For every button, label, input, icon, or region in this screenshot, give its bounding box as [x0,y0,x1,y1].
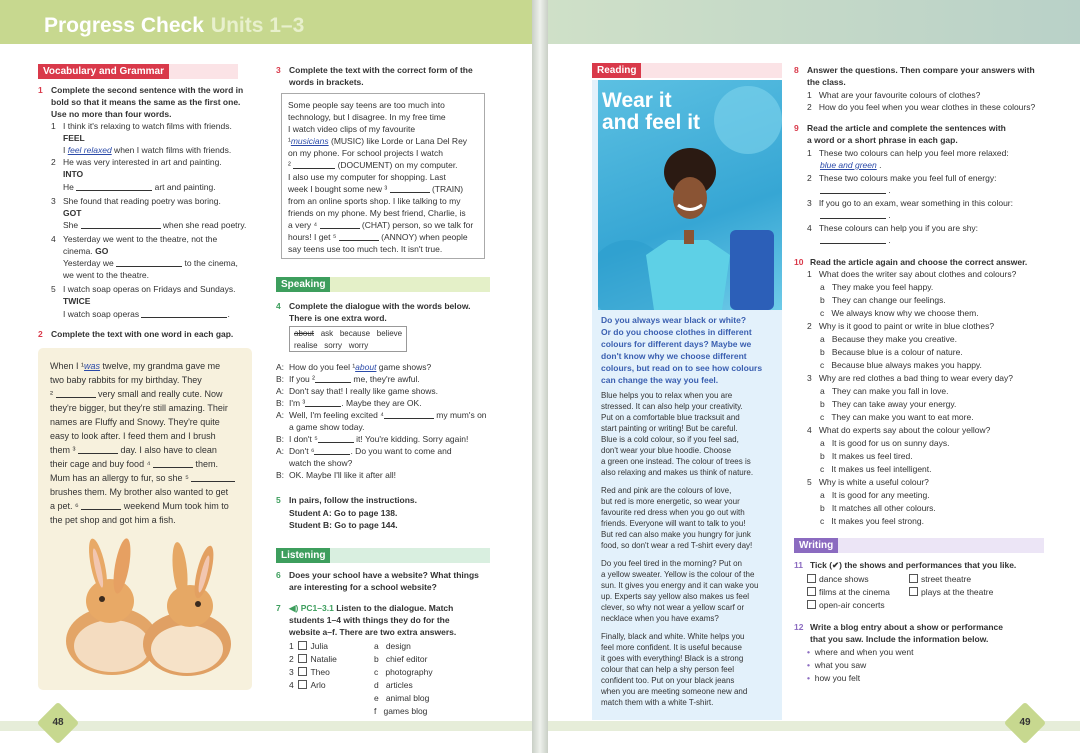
dialogue-line[interactable]: Well, I'm feeling excited ⁴ my mum's on [289,410,487,420]
dialogue-line: a game show today. [289,422,365,432]
q10-option[interactable]: c We always know why we choose them. [820,308,979,318]
q3-line[interactable]: hours! I get ⁵ (ANNOY) when people [288,232,468,242]
q10-option[interactable]: c It makes you feel strong. [820,516,924,526]
answer-box[interactable] [298,667,307,676]
q10-question: 2 Why is it good to paint or write in blue clothes? [807,321,995,331]
footer-line [0,721,532,731]
q9-instruction-2: a word or a short phrase in each gap. [807,135,958,145]
footer-line [548,721,1080,731]
q7-option: a design [374,641,411,651]
q7-instruction-1: ◀) PC1–3.1 Listen to the dialogue. Match [289,603,454,613]
q1-item-number: 5 [51,284,56,294]
q12-bullet: • how you felt [807,673,861,683]
q1-keyword: TWICE [63,296,91,306]
q2-number: 2 [38,329,43,339]
q9-instruction-1: Read the article and complete the sentences with [807,123,1006,133]
q10-option[interactable]: c Because blue always makes you happy. [820,360,982,370]
article-intro-line: don't know why we choose different [601,351,747,361]
article-para-2: Red and pink are the colours of love, but red is more energetic, so wear your favourite red dress when you go out with friends. Everyone will want to talk to you! But red can also make you hungry for junk food, so don't wear a red T-shirt every day! [601,486,753,550]
q11-option[interactable]: films at the cinema [807,586,890,598]
header-bar [0,0,532,44]
q3-line: friends on my phone. My best friend, Charlie, is [288,208,466,218]
tick-box[interactable] [909,574,918,583]
q1-item-gapline[interactable]: I watch soap operas . [63,309,230,319]
dialogue-line[interactable]: I don't ⁵ it! You're kidding. Sorry again! [289,434,469,444]
q9-gapline[interactable]: . [820,209,891,221]
tick-box[interactable] [807,574,816,583]
q3-line: on my phone. For school projects I watch [288,148,443,158]
q4-instruction-2: There is one extra word. [289,313,387,323]
q2-instruction: Complete the text with one word in each gap. [51,329,234,339]
dialogue-line: OK. Maybe I'll like it after all! [289,470,396,480]
q2-line: easy to look after. I feed them and I brush [50,431,216,441]
q10-question: 4 What do experts say about the colour yellow? [807,425,991,435]
q7-option: c photography [374,667,433,677]
answer-box[interactable] [298,641,307,650]
q2-line[interactable]: them ³ day. I also have to clean [50,445,217,455]
dialogue-line[interactable]: Don't ⁶ . Do you want to come and [289,446,452,456]
tick-box[interactable] [807,600,816,609]
q4-instruction-1: Complete the dialogue with the words below. [289,301,471,311]
q6-instruction-2: are interesting for a school website? [289,582,437,592]
q9-gapline[interactable]: . [820,234,891,246]
right-page [548,0,1080,753]
q2-line: names are Fluffy and Snowy. They're quite [50,417,220,427]
q3-line: from an online sports shop. I like talking to my [288,196,461,206]
q1-item-gapline-2: we went to the theatre. [63,270,149,280]
q7-instruction-3: website a–f. There are two extra answers. [289,627,457,637]
q1-instruction-3: Use no more than four words. [51,109,172,119]
dialogue-speaker: B: [276,398,285,408]
q11-option[interactable]: open-air concerts [807,599,885,611]
q3-line[interactable]: ² (DOCUMENT) on my computer. [288,160,458,170]
q2-line[interactable]: a pet. ⁶ weekend Mum took him to [50,501,229,511]
tick-box[interactable] [909,587,918,596]
q7-option: d articles [374,680,413,690]
q9-item: 1 These two colours can help you feel more relaxed: [807,148,1009,158]
left-page [0,0,532,753]
article-intro-line: colours, but read on to see how colours [601,363,763,373]
header-bar [548,0,1080,44]
q3-line[interactable]: a very ⁴ (CHAT) person, so we talk for [288,220,474,230]
q7-student-row[interactable]: 3 Theo [289,667,330,677]
q10-option[interactable]: c They can make you want to eat more. [820,412,974,422]
q2-line[interactable]: ² very small and really cute. Now [50,389,223,399]
q7-option: f games blog [374,706,428,716]
q10-option[interactable]: c It makes us feel intelligent. [820,464,932,474]
q9-answer: blue and green . [820,160,882,170]
q1-keyword: INTO [63,169,84,179]
dialogue-line[interactable]: I'm ³ . Maybe they are OK. [289,398,422,408]
dialogue-speaker: A: [276,362,285,372]
article-para-3: Do you feel tired in the morning? Put on a yellow sweater. Yellow is the colour of the sun. It gives you energy and it can wake you up. Experts say yellow also makes us feel clever, so why not wear a yellow scarf or necklace when you have exams? [601,559,759,623]
dialogue-speaker: A: [276,386,285,396]
q1-keyword: FEEL [63,133,85,143]
q10-question: 1 What does the writer say about clothes and colours? [807,269,1017,279]
q11-number: 11 [794,560,803,570]
article-intro-line: Do you always wear black or white? [601,315,747,325]
answer-box[interactable] [298,680,307,689]
q3-line: ¹musicians (MUSIC) like Lorde or Lana Del Rey [288,136,468,146]
q4-number: 4 [276,301,281,311]
q12-instruction-2: that you saw. Include the information below. [810,634,989,644]
answer-box[interactable] [298,654,307,663]
q7-student-row[interactable]: 2 Natalie [289,654,337,664]
audio-icon: ◀) [289,603,299,613]
q12-bullet: • what you saw [807,660,867,670]
dialogue-speaker: B: [276,470,285,480]
q8-item: 1 What are your favourite colours of clothes? [807,90,981,100]
q9-gapline[interactable]: . [820,184,891,196]
q10-option[interactable]: a They make you feel happy. [820,282,934,292]
q10-option[interactable]: b It makes us feel tired. [820,451,913,461]
dialogue-speaker: A: [276,446,285,456]
q12-number: 12 [794,622,804,632]
q9-item: 4 These colours can help you if you are shy: [807,223,979,233]
q1-instruction-2: bold so that it means the same as the first one. [51,97,241,107]
q10-instruction: Read the article again and choose the correct answer. [810,257,1028,267]
q3-line: say teens use too much tech. It isn't true. [288,244,443,254]
q3-instruction-1: Complete the text with the correct form of the [289,65,473,75]
q1-item-sentence: I think it's relaxing to watch films with friends. [63,121,232,131]
q10-option[interactable]: a Because they make you creative. [820,334,958,344]
q2-line: brushes them. My brother also wanted to get [50,487,229,497]
q8-instruction-2: the class. [807,77,846,87]
q5-number: 5 [276,495,281,505]
q10-option[interactable]: a It is good for us on sunny days. [820,438,950,448]
page-number-badge: 48 [37,702,79,744]
q7-option: b chief editor [374,654,428,664]
q3-line: Some people say teens are too much into [288,100,445,110]
article-intro-line: can change the way you feel. [601,375,719,385]
q3-line: I also use my computer for shopping. Last [288,172,446,182]
q4-words-row-1: about ask because believe [294,329,403,338]
q10-question: 3 Why are red clothes a bad thing to wear every day? [807,373,1014,383]
article-title: Wear it and feel it [602,89,701,134]
q1-keyword: GOT [63,208,82,218]
q9-number: 9 [794,123,799,133]
dialogue-line: watch the show? [289,458,353,468]
dialogue-line[interactable]: If you ² me, they're awful. [289,374,420,384]
q1-item-gapline[interactable]: She when she read poetry. [63,220,247,230]
q2-line: the pet shop and got him a fish. [50,515,176,525]
q10-option[interactable]: b Because blue is a colour of nature. [820,347,963,357]
dialogue-speaker: A: [276,410,285,420]
q1-item-gapline[interactable]: Yesterday we to the cinema, [63,258,238,268]
q11-option[interactable]: dance shows [807,573,869,585]
q7-student-row[interactable]: 4 Arlo [289,680,326,690]
q2-line: When I ¹was twelve, my grandma gave me [50,361,221,371]
q1-item-number: 1 [51,121,56,131]
q5-student-a: Student A: Go to page 138. [289,508,398,518]
q1-number: 1 [38,85,43,95]
section-vocab-label: Vocabulary and Grammar [38,64,169,79]
article-para-1: Blue helps you to relax when you are stressed. It can also help your creativity. Put on a comfortable blue tracksuit and start painting or writing! But be careful. Blue is a cold colour, so if you feel sad, don't wear your blue hoodie. Choose a green one instead. The colour of trees is also relaxing and makes us think of nature. [601,391,754,477]
q2-line: they're bigger, but they're still amazing. Their [50,403,228,413]
dialogue-speaker: B: [276,374,285,384]
q1-item-sentence: Yesterday we went to the theatre, not the [63,234,218,244]
q1-item-sentence-2: cinema. GO [63,246,109,256]
dialogue-line: Don't say that! I really like game shows. [289,386,439,396]
q6-number: 6 [276,570,281,580]
q9-item: 2 These two colours make you feel full of energy: [807,173,997,183]
q12-instruction-1: Write a blog entry about a show or performance [810,622,1004,632]
q1-item-sentence: I watch soap operas on Fridays and Sundays. [63,284,236,294]
q1-instruction-1: Complete the second sentence with the word in [51,85,244,95]
q1-item-gapline[interactable]: He art and painting. [63,182,216,192]
q1-item-number: 4 [51,234,56,244]
q10-option[interactable]: b It matches all other colours. [820,503,936,513]
q10-option[interactable]: a They can make you fall in love. [820,386,949,396]
q11-instruction: Tick (✔) the shows and performances that you like. [810,560,1017,570]
article-para-4: Finally, black and white. White helps you feel more confident. It is useful because it goes with everything! Black is a strong colour that can help a shy person feel confident too. Put on your black jeans when you are meeting someone new and match them with a white T-shirt. [601,632,748,707]
section-reading-label: Reading [592,63,641,78]
q7-option: e animal blog [374,693,430,703]
q3-instruction-2: words in brackets. [289,77,364,87]
rabbits-image [42,526,248,686]
q5-instruction: In pairs, follow the instructions. [289,495,417,505]
q5-student-b: Student B: Go to page 144. [289,520,398,530]
q2-line[interactable]: Mum has an allergy to fur, so she ⁵ [50,472,235,484]
q10-option[interactable]: b They can take away your energy. [820,399,957,409]
q10-number: 10 [794,257,804,267]
q3-line: I watch video clips of my favourite [288,124,416,134]
q6-instruction-1: Does your school have a website? What things [289,570,479,580]
q2-line[interactable]: their cage and buy food ⁴ them. [50,459,218,469]
q8-number: 8 [794,65,799,75]
dialogue-line: How do you feel ¹about game shows? [289,362,432,372]
q1-item-number: 2 [51,157,56,167]
q10-option[interactable]: b They can change our feelings. [820,295,946,305]
q1-item-sentence: She found that reading poetry was boring. [63,196,221,206]
book-gutter [532,0,548,753]
q2-line: two baby rabbits for my birthday. They [50,375,202,385]
q1-item-number: 3 [51,196,56,206]
article-intro-line: colours for different days? Maybe we [601,339,752,349]
q8-instruction-1: Answer the questions. Then compare your answers with [807,65,1035,75]
q1-item-sentence: He was very interested in art and painting. [63,157,222,167]
q3-line[interactable]: week I bought some new ³ (TRAIN) [288,184,464,194]
page-number-badge: 49 [1004,702,1046,744]
dialogue-speaker: B: [276,434,285,444]
q7-number: 7 [276,603,281,613]
q10-option[interactable]: a It is good for any meeting. [820,490,930,500]
q10-question: 5 Why is white a useful colour? [807,477,929,487]
section-writing-label: Writing [794,538,838,553]
q7-instruction-2: students 1–4 with things they do for the [289,615,450,625]
q12-bullet: • where and when you went [807,647,914,657]
article-intro-line: Or do you choose clothes in different [601,327,752,337]
q3-number: 3 [276,65,281,75]
section-speaking-label: Speaking [276,277,330,292]
q11-option[interactable]: street theatre [909,573,971,585]
q9-item: 3 If you go to an exam, wear something in this colour: [807,198,1013,208]
q4-words-row-2: realise sorry worry [294,341,369,350]
page-title: Progress Check Units 1–3 [44,14,305,37]
q8-item: 2 How do you feel when you wear clothes in these colours? [807,102,1036,112]
q7-student-row[interactable]: 1 Julia [289,641,328,651]
q3-line: technology, but I disagree. In my free time [288,112,446,122]
tick-box[interactable] [807,587,816,596]
q1-item-answer: I feel relaxed when I watch films with friends. [63,145,232,155]
section-listening-label: Listening [276,548,330,563]
q11-option[interactable]: plays at the theatre [909,586,993,598]
